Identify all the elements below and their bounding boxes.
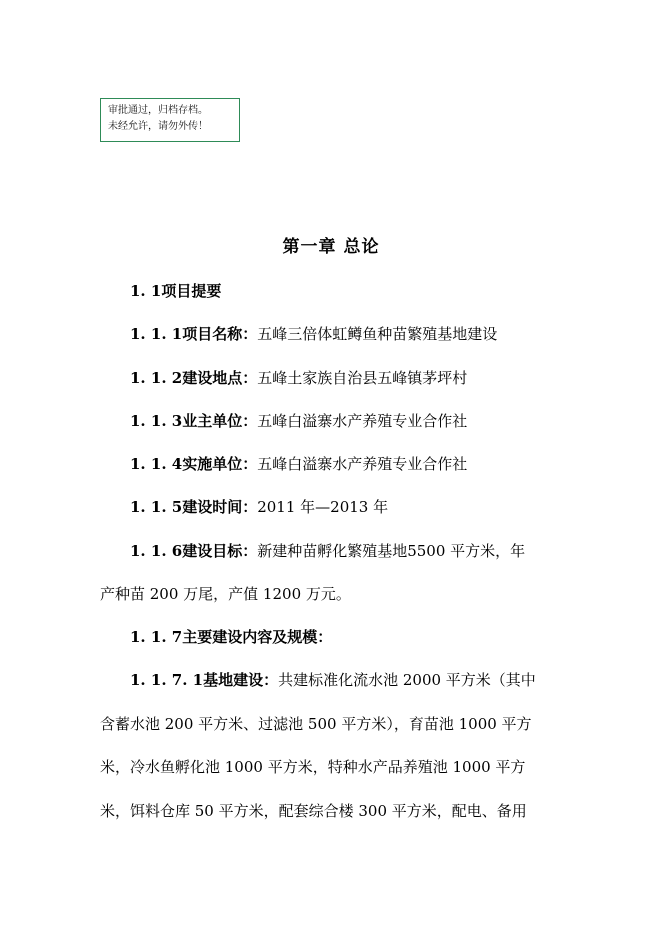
section-1-1-7-heading: 1. 1. 7主要建设内容及规模： (130, 628, 333, 646)
approval-stamp (100, 98, 240, 142)
section-value: 五峰三倍体虹鳟鱼种苗繁殖基地建设 (257, 325, 498, 343)
section-1-1-6 (130, 541, 590, 561)
section-value: 2011 年—2013 年 (257, 498, 389, 516)
section-1-1-heading: 1. 1项目提要 (130, 282, 222, 300)
section-1-1-6-continuation: 产种苗 200 万尾，产值 1200 万元。 (100, 585, 351, 603)
chapter-title: 第一章 总论 (282, 237, 380, 257)
section-label: 1. 1. 1项目名称： (130, 325, 258, 343)
section-1-1-7-1 (130, 670, 590, 690)
section-1-1-4 (130, 454, 590, 474)
section-label: 1. 1. 2建设地点： (130, 369, 258, 387)
section-1-1-1 (130, 324, 590, 344)
section-1-1-5 (130, 497, 590, 517)
section-value: 新建种苗孵化繁殖基地5500 平方米，年 (257, 542, 526, 560)
stamp-line-2: 未经允许，请勿外传！ (108, 121, 208, 132)
section-1-1-2 (130, 368, 590, 388)
section-1-1-7-1-line-2: 含蓄水池 200 平方米、过滤池 500 平方米），育苗池 1000 平方 (100, 715, 532, 733)
section-value: 五峰白溢寨水产养殖专业合作社 (257, 412, 468, 430)
section-value: 五峰土家族自治县五峰镇茅坪村 (257, 369, 468, 387)
section-label: 1. 1. 5建设时间： (130, 498, 258, 516)
section-label: 1. 1. 4实施单位： (130, 455, 258, 473)
section-1-1-7-1-line-4: 米，饵料仓库 50 平方米，配套综合楼 300 平方米，配电、备用 (100, 802, 527, 820)
section-label: 1. 1. 3业主单位： (130, 412, 258, 430)
section-value: 五峰白溢寨水产养殖专业合作社 (257, 455, 468, 473)
section-value: 共建标准化流水池 2000 平方米（其中 (278, 671, 536, 689)
section-1-1-3 (130, 411, 590, 431)
section-label: 1. 1. 7. 1基地建设： (130, 671, 279, 689)
stamp-line-1: 审批通过，归档存档。 (108, 105, 208, 116)
section-label: 1. 1. 6建设目标： (130, 542, 258, 560)
section-1-1-7-1-line-3: 米，冷水鱼孵化池 1000 平方米，特种水产品养殖池 1000 平方 (100, 758, 526, 776)
